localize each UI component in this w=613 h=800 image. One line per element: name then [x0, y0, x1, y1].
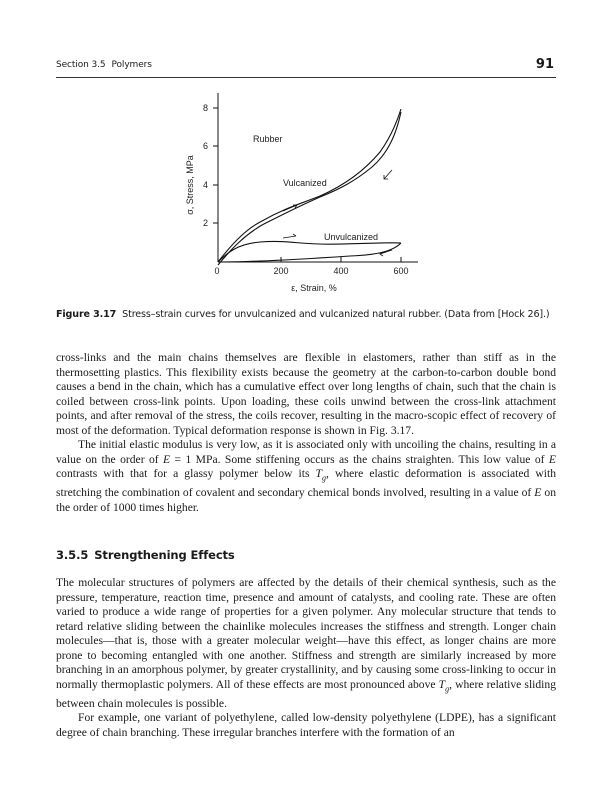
paragraph-elastomers: cross-links and the main chains themselves are flexible in elastomers, rather than stiff as in the thermosetting plastics. This flexibility exists because the geometry at the carbon-to-carbon double bond causes a bend in the chain, which has a cumulative effect over long lengths of chain, such that the chain is coiled between cross-link points. Upon loading, these coils unwind between the cross-link attachment points, and after removal of the stress, the coils recover, resulting in the macro-scopic effect of recovery of most of the deformation. Typical deformation response is shown in Fig. 3.17. [56, 351, 556, 437]
annotation-unvulcanized: Unvulcanized [324, 232, 379, 242]
section-heading-number: 3.5.5 [56, 548, 89, 562]
paragraph-elastic-modulus [56, 438, 556, 515]
y-tick-2: 2 [202, 218, 208, 228]
x-tick-400: 400 [333, 266, 349, 276]
text-run: The molecular structures of polymers are affected by the details of their chemical synthesis, such as the pressure, temperature, reaction time, presence and amount of catalysts, and cooling rate. These are often varied to produce a wide range of properties for a given polymer. Any molecular structure that tends to retard relative sliding between the chainlike molecules increases the stiffness and strength. Longer chain molecules—that is, those with a greater molecular weight—have this effect, as longer chains are more prone to becoming entangled with one another. Stiffness and strength are similarly increased by more branching in an amorphous polymer, by greater crystallinity, and by causing some cross-linking to occur in normally thermoplastic polymers. All of these effects are most pronounced above [56, 576, 556, 691]
figure-caption [56, 308, 556, 322]
symbol-T: T [438, 677, 446, 691]
text-run: , where relative sliding between chain molecules is possible. [56, 677, 556, 710]
text-run: contrasts with that for a glassy polymer below its [56, 467, 316, 481]
x-axis-label: ε, Strain, % [291, 283, 337, 293]
arrow-vulcanized-load-icon [283, 205, 297, 211]
figure-3-17 [0, 0, 613, 300]
symbol-subscript-g: g [322, 473, 326, 483]
annotation-rubber: Rubber [253, 134, 283, 144]
unvulcanized-unloading-curve [218, 243, 401, 262]
y-tick-4: 4 [202, 180, 208, 190]
text-run: The initial elastic modulus is very low, as it is associated only with uncoiling the chains, resulting in a value on the order of [56, 438, 556, 466]
annotation-vulcanized: Vulcanized [283, 178, 327, 188]
symbol-Tg [438, 677, 450, 694]
section-title: Polymers [111, 60, 152, 70]
body-text-top [56, 351, 556, 515]
symbol-subscript-g: g [445, 684, 450, 694]
y-tick-6: 6 [202, 141, 208, 151]
x-tick-600: 600 [393, 266, 409, 276]
y-tick-8: 8 [202, 103, 208, 113]
section-number: Section 3.5 [56, 60, 106, 70]
arrow-vulcanized-unload-icon [384, 170, 392, 179]
symbol-T: T [315, 467, 322, 481]
x-tick-0: 0 [214, 266, 220, 276]
symbol-Tg [315, 467, 326, 483]
page-number: 91 [535, 57, 554, 72]
section-heading-3-5-5 [56, 548, 235, 562]
x-tick-200: 200 [273, 266, 289, 276]
vulcanized-unloading-curve [218, 112, 401, 265]
symbol-E: E [548, 452, 556, 466]
paragraph-ldpe: For example, one variant of polyethylene, called low-density polyethylene (LDPE), has a significant degree of chain branching. These irregular branches interfere with the formation of an [56, 711, 556, 739]
arrow-unvulcanized-load-icon [283, 234, 296, 238]
section-heading-title: Strengthening Effects [94, 548, 235, 562]
y-axis-label: σ, Stress, MPa [185, 155, 195, 215]
text-run: on the order of 1000 times higher. [56, 486, 556, 514]
stress-strain-chart [0, 0, 613, 300]
text-run: , where elastic deformation is associated with stretching the combination of covalent and secondary chemical bonds involved, resulting in a value of [56, 467, 556, 500]
body-text-bottom [56, 576, 556, 740]
figure-label: Figure 3.17 [56, 309, 117, 320]
symbol-E: E [163, 452, 171, 466]
figure-caption-text: Stress–strain curves for unvulcanized and vulcanized natural rubber. (Data from [Hock 26].) [122, 309, 550, 320]
symbol-E: E [534, 486, 542, 500]
text-run: = 1 MPa. Some stiffening occurs as the chains straighten. This low value of [170, 452, 549, 466]
paragraph-strengthening [56, 576, 556, 711]
